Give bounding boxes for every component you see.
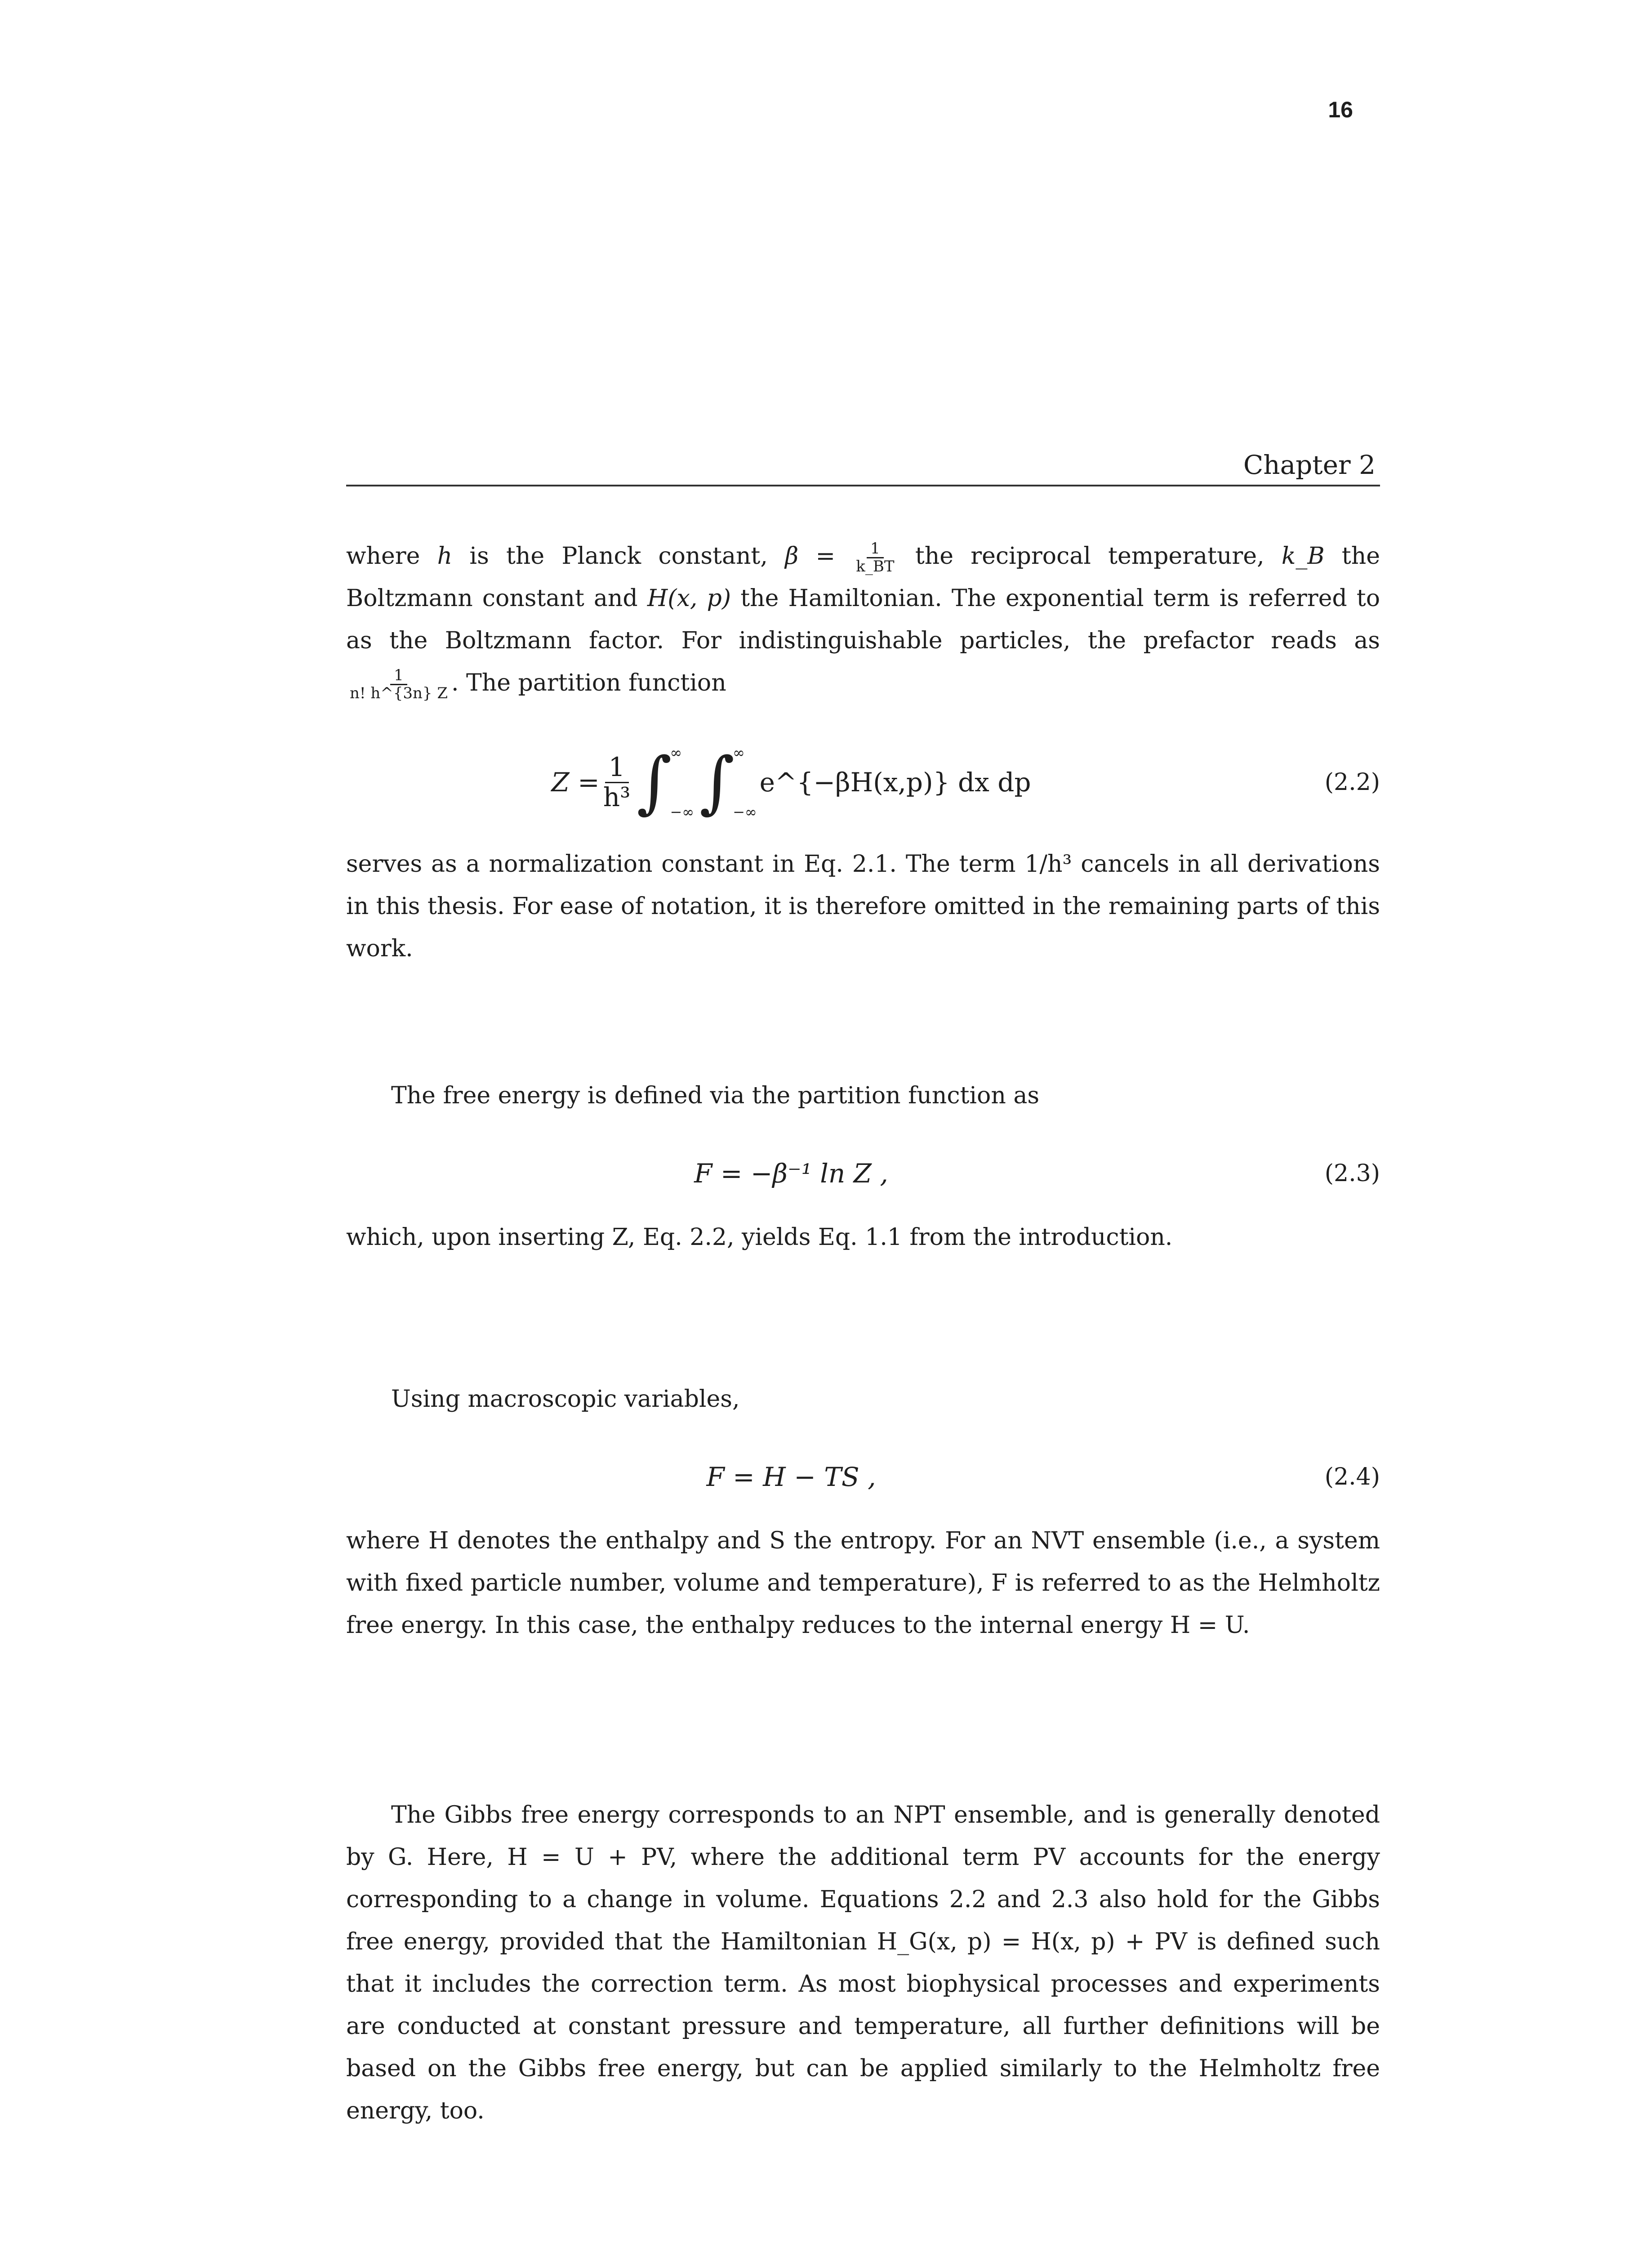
equation-2-2 (346, 737, 1380, 827)
eq22-integrand: e^{−βH(x,p)} dx dp (759, 767, 1031, 798)
eq22-denominator: h³ (603, 781, 631, 812)
equation-number: (2.2) (1324, 769, 1380, 796)
p1-text: the reciprocal temperature, (898, 543, 1282, 570)
beta-fraction-numerator: 1 (867, 540, 884, 558)
paragraph-4-text: which, upon inserting Z, Eq. 2.2, yields Eq. 1.1 from the introduction. (346, 1224, 1173, 1251)
paragraph-6 (346, 1520, 1380, 1646)
p1-math: β (785, 543, 799, 570)
p1-math: h (437, 543, 453, 570)
equation-number: (2.3) (1324, 1160, 1380, 1187)
p1-math: k_B (1281, 543, 1325, 570)
p1-text: . The partition function (451, 669, 726, 696)
paragraph-4 (346, 1216, 1380, 1258)
int2-upper: ∞ (733, 744, 745, 761)
eq22-numerator: 1 (605, 753, 629, 783)
header-rule (346, 485, 1380, 486)
equation-2-2-body (346, 737, 1236, 827)
paragraph-3 (346, 1075, 1380, 1117)
integral-1: ∫ ∞ −∞ (637, 743, 694, 821)
paragraph-5 (346, 1378, 1380, 1420)
int2-lower: −∞ (733, 803, 757, 821)
prefactor-numerator: 1 (390, 667, 407, 685)
paragraph-2 (346, 843, 1380, 970)
paragraph-3-text: The free energy is defined via the partition function as (391, 1082, 1040, 1109)
p1-text: the Hamiltonian. The exponential term is referred to as the Boltzmann factor. For indistinguishable particles, the prefactor reads as (346, 585, 1380, 654)
p1-math: H(x, p) (647, 585, 731, 612)
int1-lower: −∞ (670, 803, 694, 821)
eq23-body: F = −β⁻¹ ln Z , (694, 1158, 888, 1189)
eq22-fraction (603, 753, 631, 812)
equation-2-4 (346, 1448, 1380, 1506)
paragraph-1 (346, 535, 1380, 704)
eq24-body: F = H − TS , (706, 1462, 876, 1492)
paragraph-7-text: The Gibbs free energy corresponds to an NPT ensemble, and is generally denoted by G. Here, H = U + PV, where the additional term PV accounts for the energy corresponding to a change in volume. Equations 2.2 and 2.3 also hold for the Gibbs free energy, provided that the Hamiltonian H_G(x, p) = H(x, p) + PV is defined such that it includes the correction term. As most biophysical processes and experiments are conducted at constant pressure and temperature, all further definitions will be based on the Gibbs free energy, but can be applied similarly to the Helmholtz free energy, too. (346, 1802, 1380, 2124)
p1-text: where (346, 543, 437, 570)
beta-fraction (856, 540, 894, 575)
running-header: Chapter 2 (1243, 450, 1376, 480)
int1-upper: ∞ (670, 744, 682, 761)
p1-text: = (798, 543, 853, 570)
page-number: 16 (1328, 97, 1353, 122)
p1-text: the Boltzmann constant and (346, 543, 1380, 612)
equation-number: (2.4) (1324, 1463, 1380, 1490)
prefactor-denominator: n! h^{3n} Z (350, 684, 448, 702)
p1-text: is the Planck constant, (452, 543, 785, 570)
paragraph-7 (346, 1794, 1380, 2132)
paragraph-6-text: where H denotes the enthalpy and S the entropy. For an NVT ensemble (i.e., a system with fixed particle number, volume and temperature), F is referred to as the Helmholtz free energy. In this case, the enthalpy reduces to the internal energy H = U. (346, 1527, 1380, 1639)
paragraph-2-text: serves as a normalization constant in Eq. 2.1. The term 1/h³ cancels in all derivations in this thesis. For ease of notation, it is therefore omitted in the remaining parts of this work. (346, 851, 1380, 962)
eq22-lhs: Z = (551, 767, 600, 798)
equation-2-3 (346, 1144, 1380, 1203)
prefactor-fraction (350, 667, 448, 702)
beta-fraction-denominator: k_BT (856, 558, 895, 575)
paragraph-5-text: Using macroscopic variables, (391, 1386, 740, 1413)
integral-2: ∫ ∞ −∞ (699, 743, 757, 821)
